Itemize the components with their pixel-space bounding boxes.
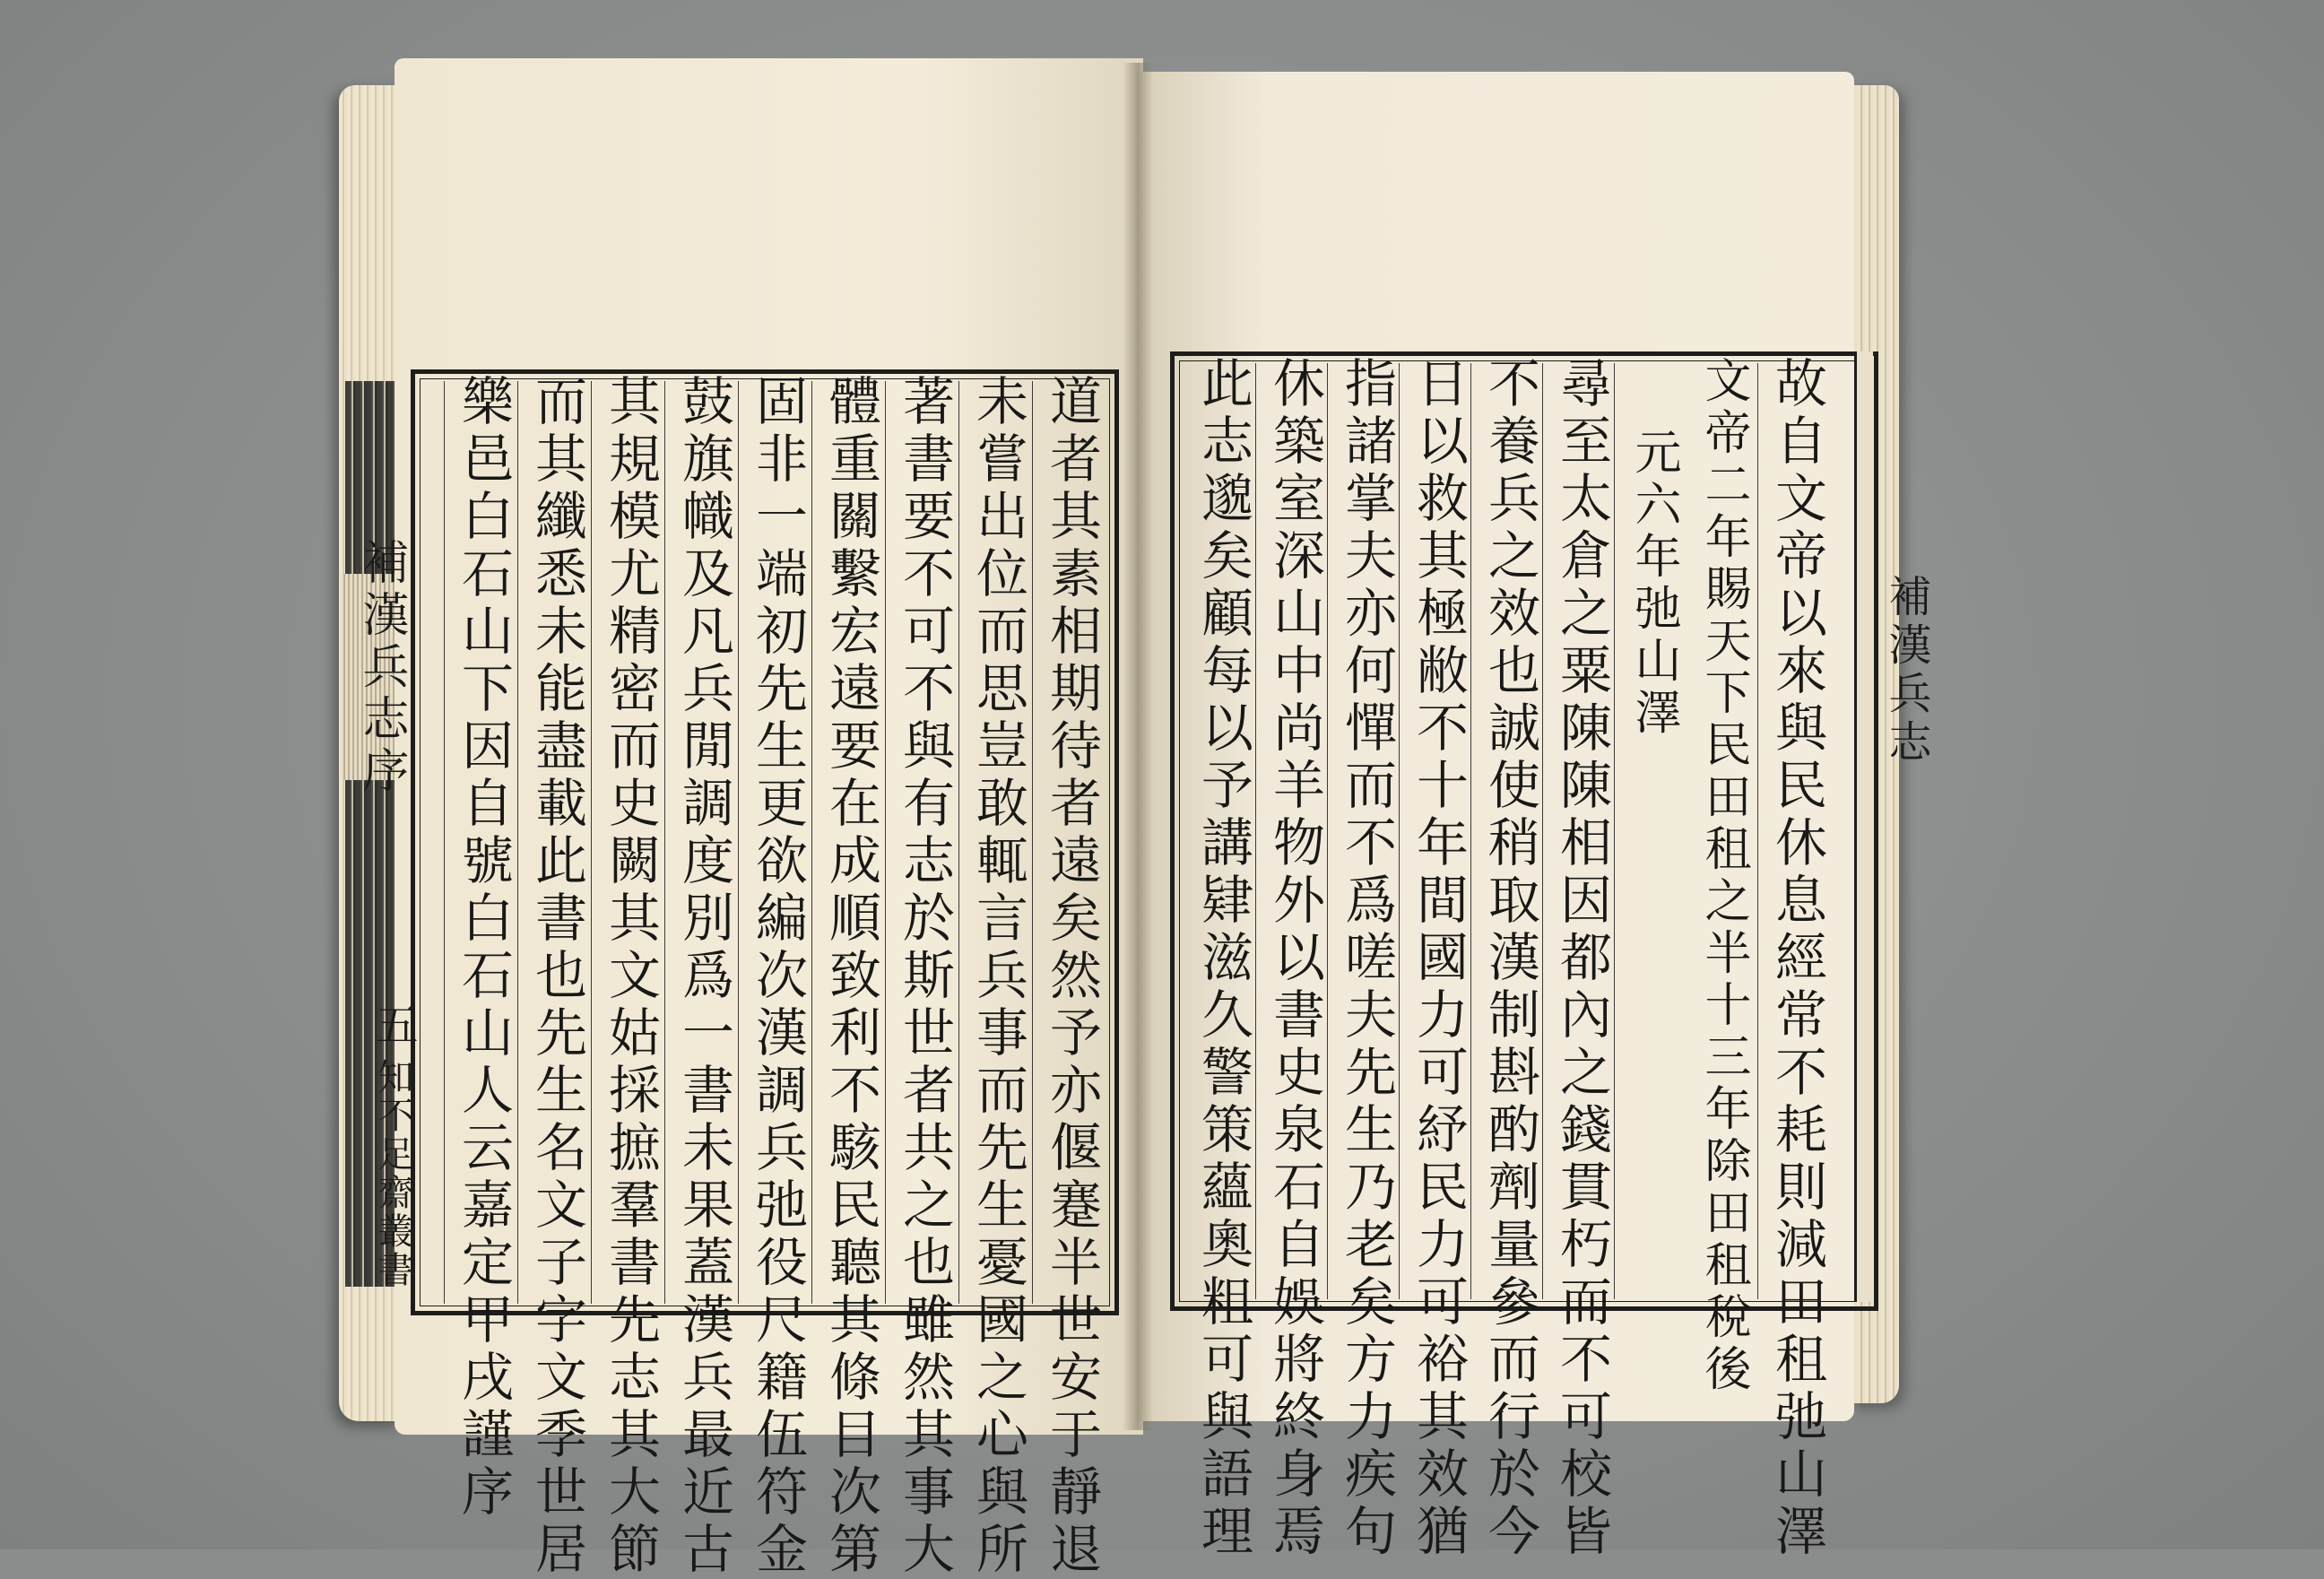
column-rule [958, 381, 959, 1304]
page-number: 五 [368, 1002, 418, 1045]
text-column: 未嘗出位而思豈敢輒言兵事而先生憂國之心與所 [967, 374, 1028, 1579]
column-rule [1542, 363, 1543, 1299]
text-column: 尋至太倉之粟陳陳相因都內之錢貫朽而不可校皆 [1551, 356, 1612, 1561]
column-rule [1470, 363, 1471, 1299]
text-column: 故自文帝以來與民休息經常不耗則減田租弛山澤 [1766, 356, 1827, 1561]
text-column: 休築室深山中尚羊物外以書史泉石自娛將終身焉 [1264, 356, 1325, 1561]
text-column: 體重關繫宏遠要在成順致利不駭民聽其條目次第 [820, 374, 881, 1579]
column-rule [517, 381, 518, 1304]
column-rule [1757, 363, 1758, 1299]
text-column: 固非一端初先生更欲編次漢調兵弛役尺籍伍符金 [747, 374, 808, 1579]
text-column: 鼓旗幟及凡兵閒調度別爲一書未果蓋漢兵最近古 [673, 374, 734, 1579]
column-rule [1032, 381, 1033, 1304]
column-rule [885, 381, 886, 1304]
text-column: 文帝二年賜天下民田租之半十三年除田租稅後 [1696, 356, 1750, 1396]
text-column: 不養兵之效也誠使稍取漢制斟酌劑量參而行於今 [1479, 356, 1540, 1561]
book-gutter [1123, 63, 1153, 1430]
column-rule [444, 381, 445, 1304]
column-rule [811, 381, 812, 1304]
text-column: 著書要不可不與有志於斯世者共之也雖然其事大 [894, 374, 955, 1579]
text-column: 樂邑白石山下因自號白石山人云嘉定甲戌謹序 [453, 374, 514, 1522]
text-column: 道者其素相期待者遠矣然予亦偃蹇半世安于靜退 [1041, 374, 1102, 1579]
text-column: 元六年弛山澤 [1626, 428, 1680, 740]
column-rule [1255, 363, 1256, 1299]
right-fold-strip [1854, 351, 1873, 1302]
text-column: 日以救其極敝不十年間國力可紓民力可裕其效猶 [1408, 356, 1469, 1561]
column-rule [1327, 363, 1328, 1299]
text-column: 其規模尤精密而史闕其文姑採摭羣書先志其大節 [600, 374, 661, 1579]
column-rule [664, 381, 665, 1304]
text-column: 而其纖悉未能盡載此書也先生名文子字文季世居 [526, 374, 587, 1579]
right-margin-title: 補漢兵志 [1881, 574, 1931, 768]
imprint-label: 知不足齋叢書 [372, 1058, 413, 1289]
right-text-frame [1170, 351, 1878, 1561]
text-column: 此志邈矣顧每以予講肄滋久警策蘊奧粗可與語理 [1192, 356, 1253, 1561]
text-column: 指諸掌夫亦何憚而不爲嗟夫先生乃老矣方力疾句 [1336, 356, 1397, 1561]
left-margin-title: 補漢兵志序 [354, 538, 408, 798]
column-rule [591, 381, 592, 1304]
column-rule [1614, 363, 1615, 1299]
column-rule [1399, 363, 1400, 1299]
column-rule [738, 381, 739, 1304]
left-text-frame [411, 369, 1119, 1579]
